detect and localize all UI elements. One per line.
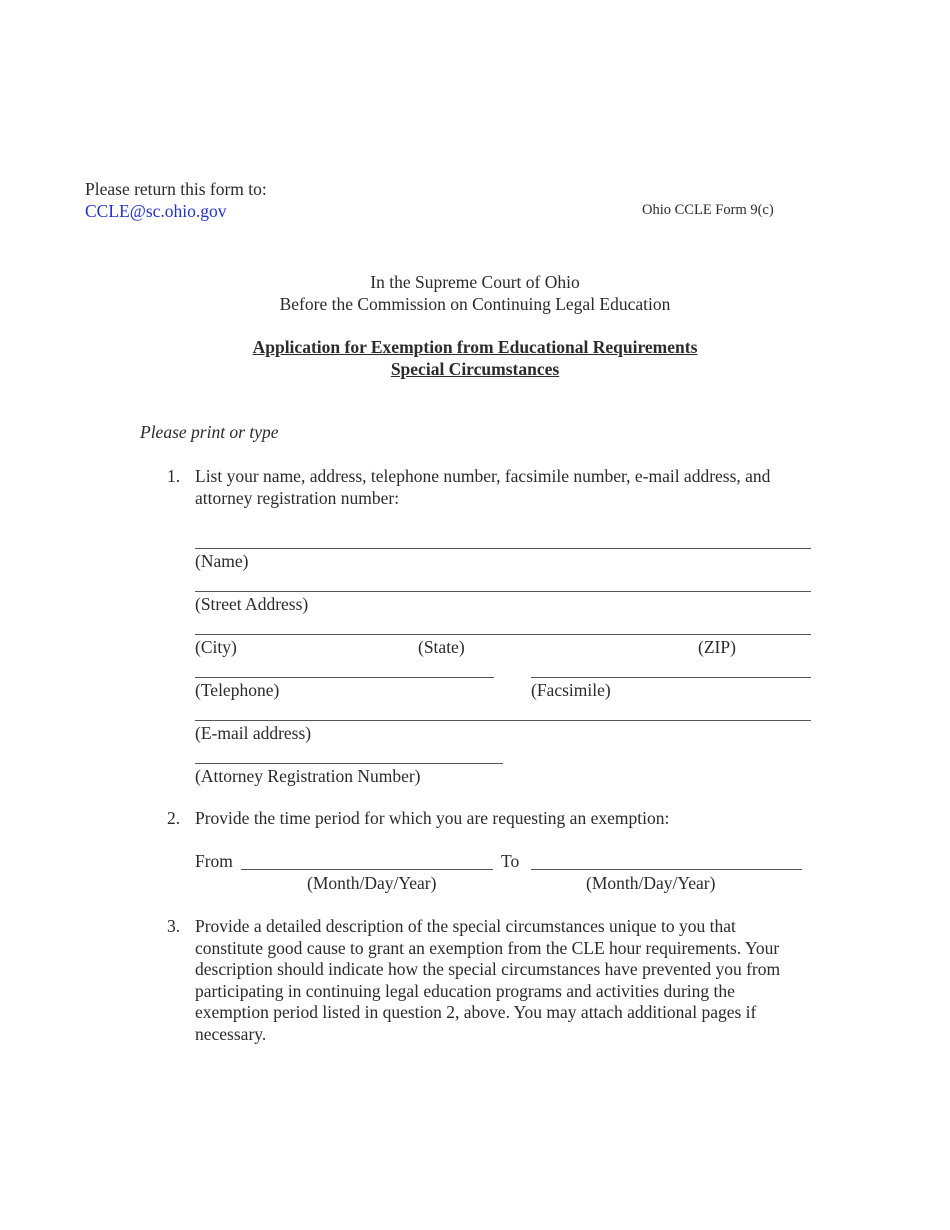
city-label: (City) (195, 637, 237, 657)
q3-number: 3. (167, 916, 181, 936)
to-date-hint: (Month/Day/Year) (586, 873, 716, 893)
q3-text: Provide a detailed description of the special circumstances unique to you that constitute good cause to grant an exemption from the CLE hour requirements. Your description should indicate how the special circumstances have prevented you from participating in continuing legal education programs and activities during the exemption period listed in question 2, above. You may attach additional pages if necessary. (195, 916, 781, 1044)
registration-label: (Attorney Registration Number) (195, 766, 421, 786)
q2-text: Provide the time period for which you are requesting an exemption: (195, 808, 670, 828)
from-date-hint: (Month/Day/Year) (307, 873, 437, 893)
registration-field[interactable] (195, 763, 503, 764)
to-date-field[interactable] (531, 869, 802, 870)
q1-text: List your name, address, telephone number, facsimile number, e-mail address, and attorney registration number: (195, 466, 771, 508)
telephone-field[interactable] (195, 677, 494, 678)
to-label: To (501, 851, 520, 871)
form-subtitle (0, 359, 950, 380)
name-field[interactable] (195, 548, 811, 549)
from-label: From (195, 851, 233, 871)
street-label: (Street Address) (195, 594, 309, 614)
q2-number: 2. (167, 808, 181, 828)
state-label: (State) (418, 637, 465, 657)
email-field[interactable] (195, 720, 811, 721)
street-field[interactable] (195, 591, 811, 592)
court-name: In the Supreme Court of Ohio (370, 272, 580, 292)
form-title (0, 337, 950, 358)
q1-number: 1. (167, 466, 181, 486)
city-state-zip-field[interactable] (195, 634, 811, 635)
form-subtitle-text: Special Circumstances (390, 359, 560, 379)
name-label: (Name) (195, 551, 249, 571)
return-email-link[interactable]: CCLE@sc.ohio.gov (85, 201, 227, 221)
commission-name: Before the Commission on Continuing Legal Education (279, 294, 671, 314)
email-label: (E-mail address) (195, 723, 312, 743)
instruction: Please print or type (140, 422, 279, 442)
facsimile-label: (Facsimile) (531, 680, 611, 700)
facsimile-field[interactable] (531, 677, 811, 678)
form-id: Ohio CCLE Form 9(c) (642, 202, 774, 218)
zip-label: (ZIP) (698, 637, 736, 657)
form-title-text: Application for Exemption from Educational Requirements (252, 337, 698, 357)
from-date-field[interactable] (241, 869, 493, 870)
telephone-label: (Telephone) (195, 680, 280, 700)
return-label: Please return this form to: (85, 179, 267, 199)
